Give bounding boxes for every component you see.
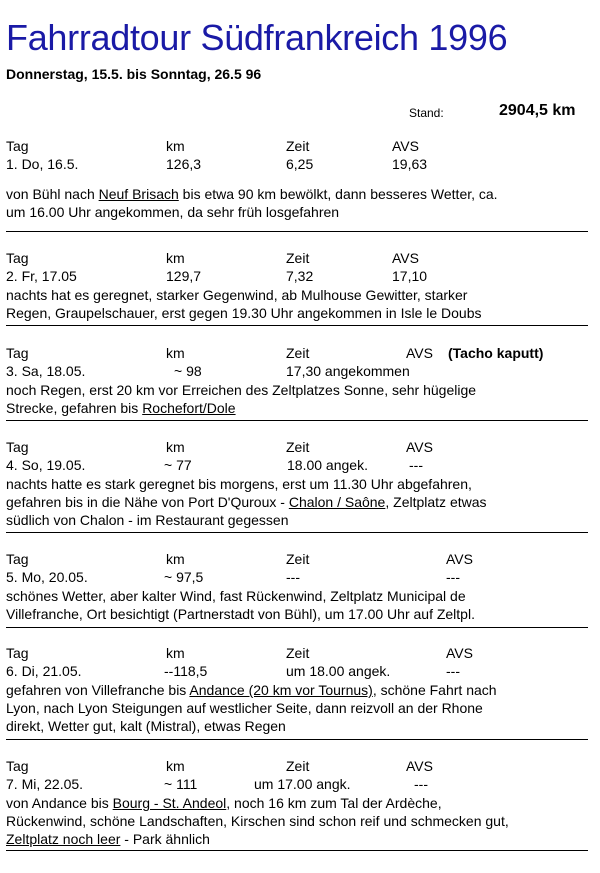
column-labels-row bbox=[6, 250, 588, 268]
description-line bbox=[6, 794, 588, 812]
underlined-place: Zeltplatz noch leer bbox=[6, 831, 121, 847]
time-value: 17,30 angekommen bbox=[286, 363, 410, 379]
day-entry bbox=[6, 758, 588, 848]
description-line bbox=[6, 587, 588, 605]
km-value: ~ 111 bbox=[164, 776, 198, 792]
label-zeit: Zeit bbox=[286, 138, 310, 154]
day-value: 1. Do, 16.5. bbox=[6, 156, 79, 172]
description-text: Rückenwind, schöne Landschaften, Kirschen sind schon reif und schmecken gut, bbox=[6, 813, 509, 829]
time-value: 18.00 angek. bbox=[287, 457, 368, 473]
day-value: 3. Sa, 18.05. bbox=[6, 363, 86, 379]
description-line bbox=[6, 681, 588, 699]
label-zeit: Zeit bbox=[286, 345, 310, 361]
description-text: Strecke, gefahren bis bbox=[6, 400, 143, 416]
description-line bbox=[6, 185, 588, 203]
total-distance-value: 2904,5 km bbox=[499, 102, 576, 119]
label-avs: AVS bbox=[392, 138, 419, 154]
km-value: 129,7 bbox=[166, 268, 202, 284]
values-row bbox=[6, 569, 588, 587]
label-avs: AVS bbox=[406, 439, 433, 455]
page-title: Fahrradtour Südfrankreich 1996 bbox=[6, 17, 508, 58]
label-tag: Tag bbox=[6, 758, 29, 774]
underlined-place: Bourg - St. Andeol bbox=[112, 795, 227, 811]
description-text: , Zeltplatz etwas bbox=[385, 494, 487, 510]
label-km: km bbox=[166, 758, 185, 774]
day-entry bbox=[6, 439, 588, 529]
label-zeit: Zeit bbox=[286, 758, 310, 774]
label-zeit: Zeit bbox=[286, 439, 310, 455]
km-value: ~ 97,5 bbox=[164, 569, 204, 585]
label-zeit: Zeit bbox=[286, 250, 310, 266]
description-text: nachts hatte es stark geregnet bis morgens, erst um 11.30 Uhr abgefahren, bbox=[6, 476, 472, 492]
description-line bbox=[6, 699, 588, 717]
description-text: , schöne Fahrt nach bbox=[372, 682, 497, 698]
label-km: km bbox=[166, 439, 185, 455]
section-divider bbox=[6, 532, 588, 533]
label-tag: Tag bbox=[6, 439, 29, 455]
values-row bbox=[6, 457, 588, 475]
column-labels-row bbox=[6, 645, 588, 663]
underlined-place: Chalon / Saône bbox=[288, 494, 386, 510]
description-text: - Park ähnlich bbox=[120, 831, 210, 847]
description-text: Villefranche, Ort besichtigt (Partnerstadt von Bühl), um 17.00 Uhr auf Zeltpl. bbox=[6, 606, 475, 622]
time-value: 7,32 bbox=[286, 268, 314, 284]
description-text: Regen, Graupelschauer, erst gegen 19.30 Uhr angekommen in Isle le Doubs bbox=[6, 305, 482, 321]
values-row bbox=[6, 156, 588, 174]
label-zeit: Zeit bbox=[286, 645, 310, 661]
km-value: --118,5 bbox=[164, 663, 208, 679]
section-divider bbox=[6, 420, 588, 421]
description-text: noch Regen, erst 20 km vor Erreichen des Zeltplatzes Sonne, sehr hügelige bbox=[6, 382, 477, 398]
km-value: ~ 98 bbox=[174, 363, 202, 379]
underlined-place: Neuf Brisach bbox=[98, 186, 179, 202]
label-avs: AVS bbox=[446, 551, 473, 567]
description-line bbox=[6, 511, 588, 529]
description-line bbox=[6, 830, 588, 848]
day-value: 5. Mo, 20.05. bbox=[6, 569, 88, 585]
section-divider bbox=[6, 325, 588, 326]
label-km: km bbox=[166, 645, 185, 661]
description-text: gefahren von Villefranche bis bbox=[6, 682, 190, 698]
section-divider bbox=[6, 627, 588, 628]
description-text: Lyon, nach Lyon Steigungen auf westlicher Seite, dann reizvoll an der Rhone bbox=[6, 700, 483, 716]
time-value: 6,25 bbox=[286, 156, 314, 172]
avs-value: --- bbox=[446, 663, 460, 679]
section-divider bbox=[6, 850, 588, 851]
description-line bbox=[6, 493, 588, 511]
day-entry bbox=[6, 250, 588, 322]
description-text: direkt, Wetter gut, kalt (Mistral), etwas Regen bbox=[6, 718, 286, 734]
avs-value: --- bbox=[446, 569, 460, 585]
day-entry bbox=[6, 138, 588, 221]
description-line bbox=[6, 812, 588, 830]
description-text: von Bühl nach bbox=[6, 186, 99, 202]
label-tag: Tag bbox=[6, 645, 29, 661]
description-line bbox=[6, 605, 588, 623]
avs-value: 17,10 bbox=[392, 268, 428, 284]
day-value: 7. Mi, 22.05. bbox=[6, 776, 84, 792]
avs-value: --- bbox=[414, 776, 428, 792]
label-km: km bbox=[166, 250, 185, 266]
label-avs: AVS bbox=[392, 250, 419, 266]
label-avs: AVS bbox=[446, 645, 473, 661]
avs-note: (Tacho kaputt) bbox=[448, 345, 544, 361]
description-line bbox=[6, 475, 588, 493]
avs-value: --- bbox=[409, 457, 423, 473]
description-line bbox=[6, 717, 588, 735]
description-text: schönes Wetter, aber kalter Wind, fast Rückenwind, Zeltplatz Municipal de bbox=[6, 588, 466, 604]
day-entry bbox=[6, 345, 588, 417]
values-row bbox=[6, 363, 588, 381]
label-tag: Tag bbox=[6, 551, 29, 567]
column-labels-row bbox=[6, 345, 588, 363]
description-text: gefahren bis in die Nähe von Port D'Quroux - bbox=[6, 494, 289, 510]
description-line bbox=[6, 304, 588, 322]
day-entry bbox=[6, 645, 588, 735]
description-line bbox=[6, 203, 588, 221]
day-value: 4. So, 19.05. bbox=[6, 457, 86, 473]
label-km: km bbox=[166, 551, 185, 567]
label-km: km bbox=[166, 138, 185, 154]
label-avs: AVS bbox=[406, 758, 433, 774]
underlined-place: Rochefort/Dole bbox=[142, 400, 236, 416]
day-value: 6. Di, 21.05. bbox=[6, 663, 82, 679]
column-labels-row bbox=[6, 551, 588, 569]
values-row bbox=[6, 776, 588, 794]
column-labels-row bbox=[6, 138, 588, 156]
label-tag: Tag bbox=[6, 138, 29, 154]
description-line bbox=[6, 399, 588, 417]
time-value: --- bbox=[286, 569, 300, 585]
description-text: , noch 16 km zum Tal der Ardèche, bbox=[226, 795, 442, 811]
km-value: ~ 77 bbox=[164, 457, 192, 473]
stand-label: Stand: bbox=[409, 106, 444, 120]
km-value: 126,3 bbox=[166, 156, 202, 172]
label-zeit: Zeit bbox=[286, 551, 310, 567]
label-km: km bbox=[166, 345, 185, 361]
day-value: 2. Fr, 17.05 bbox=[6, 268, 77, 284]
section-divider bbox=[6, 231, 588, 232]
date-range-subtitle: Donnerstag, 15.5. bis Sonntag, 26.5 96 bbox=[6, 66, 262, 82]
avs-value: 19,63 bbox=[392, 156, 428, 172]
time-value: um 17.00 angk. bbox=[254, 776, 351, 792]
label-tag: Tag bbox=[6, 250, 29, 266]
description-line bbox=[6, 381, 588, 399]
description-text: bis etwa 90 km bewölkt, dann besseres Wetter, ca. bbox=[178, 186, 498, 202]
description-text: südlich von Chalon - im Restaurant gegessen bbox=[6, 512, 289, 528]
label-tag: Tag bbox=[6, 345, 29, 361]
description-text: von Andance bis bbox=[6, 795, 113, 811]
day-entry bbox=[6, 551, 588, 623]
label-avs: AVS bbox=[406, 345, 433, 361]
description-line bbox=[6, 286, 588, 304]
values-row bbox=[6, 268, 588, 286]
description-text: nachts hat es geregnet, starker Gegenwind, ab Mulhouse Gewitter, starker bbox=[6, 287, 468, 303]
column-labels-row bbox=[6, 758, 588, 776]
description-text: um 16.00 Uhr angekommen, da sehr früh losgefahren bbox=[6, 204, 340, 220]
column-labels-row bbox=[6, 439, 588, 457]
section-divider bbox=[6, 739, 588, 740]
underlined-place: Andance (20 km vor Tournus) bbox=[189, 682, 373, 698]
time-value: um 18.00 angek. bbox=[286, 663, 391, 679]
values-row bbox=[6, 663, 588, 681]
